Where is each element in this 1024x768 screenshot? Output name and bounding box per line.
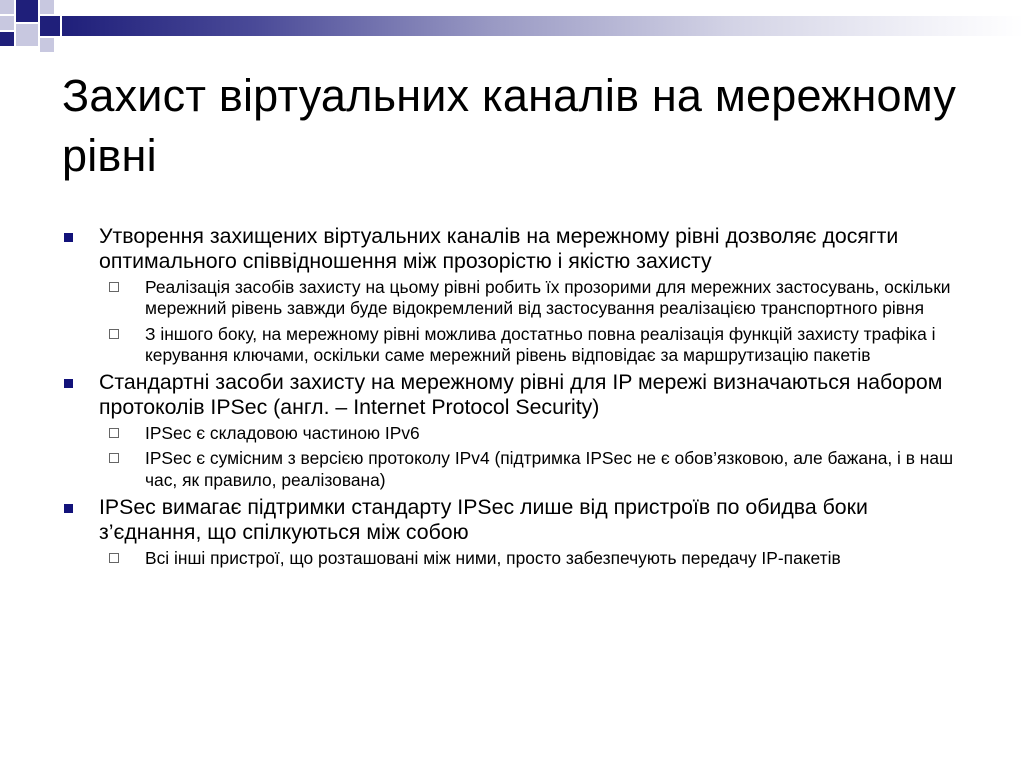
slide-title: Захист віртуальних каналів на мережному рівні <box>62 70 957 181</box>
sub-bullet-text: IPSec є складовою частиною IPv6 <box>145 423 420 444</box>
bullet-item <box>62 224 967 273</box>
hollow-square-bullet-icon <box>109 282 119 292</box>
hollow-square-bullet-icon <box>109 553 119 563</box>
bullet-item <box>62 495 967 544</box>
bullet-text: Стандартні засоби захисту на мережному рівні для IP мережі визначаються набором протоколів IPSec (англ. – Internet Protocol Security) <box>99 370 943 419</box>
bullet-item <box>62 370 967 419</box>
sub-bullet-item <box>62 277 967 320</box>
sub-bullet-text: Реалізація засобів захисту на цьому рівні робить їх прозорими для мережних застосувань, оскільки мережний рівень завжди буде відокремлений від застосування реалізацією транспортного рівня <box>145 277 951 319</box>
sub-bullet-list <box>62 548 967 569</box>
sub-bullet-text: Всі інші пристрої, що розташовані між ними, просто забезпечують передачу IP-пакетів <box>145 548 841 569</box>
square-bullet-icon <box>64 233 73 242</box>
bullet-text: IPSec вимагає підтримки стандарту IPSec лише від пристроїв по обидва боки з’єднання, що спілкуються між собою <box>99 495 868 544</box>
header-decoration <box>0 0 1024 60</box>
sub-bullet-list <box>62 423 967 491</box>
square-bullet-icon <box>64 504 73 513</box>
sub-bullet-item <box>62 548 967 569</box>
sub-bullet-item <box>62 423 967 444</box>
hollow-square-bullet-icon <box>109 453 119 463</box>
sub-bullet-text: З іншого боку, на мережному рівні можлива достатньо повна реалізація функцій захисту трафіка і керування ключами, оскільки саме мережний рівень відповідає за маршрутизацію пакетів <box>145 323 936 365</box>
hollow-square-bullet-icon <box>109 428 119 438</box>
sub-bullet-list <box>62 277 967 366</box>
bullet-text: Утворення захищених віртуальних каналів на мережному рівні дозволяє досягти оптимального співвідношення між прозорістю і якістю захисту <box>99 224 899 273</box>
sub-bullet-text: IPSec є сумісним з версією протоколу IPv4 (підтримка IPSec не є обов’язковою, але бажана, і в наш час, як правило, реалізована) <box>145 448 954 490</box>
sub-bullet-item <box>62 448 967 491</box>
slide-body <box>62 224 967 573</box>
hollow-square-bullet-icon <box>109 329 119 339</box>
sub-bullet-item <box>62 324 967 367</box>
header-gradient-bar <box>62 16 1024 36</box>
square-bullet-icon <box>64 379 73 388</box>
